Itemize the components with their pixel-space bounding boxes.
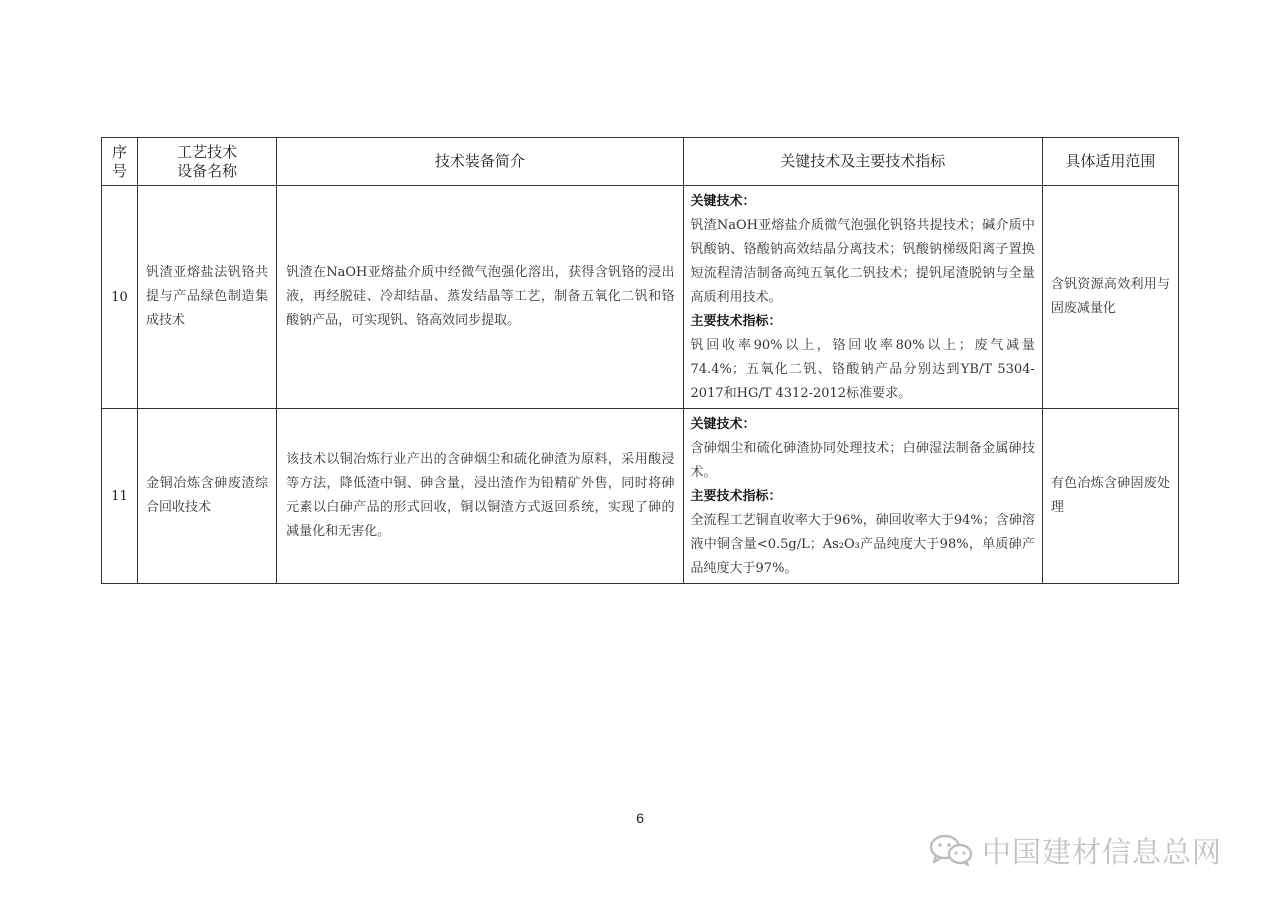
- technology-table: [101, 137, 1179, 584]
- table-row: [102, 186, 1179, 409]
- watermark-text: 中国建材信息总网: [982, 834, 1223, 869]
- wechat-icon: [928, 833, 974, 867]
- header-intro: 技术装备简介: [277, 138, 683, 186]
- page-number: 6: [636, 810, 644, 826]
- row-scope: 有色冶炼含砷固废处理: [1042, 409, 1178, 584]
- main-index-text: 钒回收率90%以上，铬回收率80%以上；废气减量74.4%；五氧化二钒、铬酸钠产品分别达到YB/T 5304-2017和HG/T 4312-2012标准要求。: [690, 338, 1035, 401]
- header-key: 关键技术及主要技术指标: [683, 138, 1042, 186]
- row-name: 金铜冶炼含砷废渣综合回收技术: [138, 409, 277, 584]
- row-scope: 含钒资源高效利用与固废减量化: [1042, 186, 1178, 409]
- key-tech-label: 关键技术：: [690, 194, 756, 209]
- row-seq: 11: [102, 409, 138, 584]
- row-intro: 该技术以铜冶炼行业产出的含砷烟尘和硫化砷渣为原料，采用酸浸等方法，降低渣中铜、砷含量，浸出渣作为铅精矿外售，同时将砷元素以白砷产品的形式回收，铜以铜渣方式返回系统，实现了砷的减量化和无害化。: [277, 409, 683, 584]
- header-scope: 具体适用范围: [1042, 138, 1178, 186]
- row-key-tech: [683, 409, 1042, 584]
- header-seq: 序 号: [102, 138, 138, 186]
- row-intro: 钒渣在NaOH亚熔盐介质中经微气泡强化溶出，获得含钒铬的浸出液，再经脱硅、冷却结晶、蒸发结晶等工艺，制备五氧化二钒和铬酸钠产品，可实现钒、铬高效同步提取。: [277, 186, 683, 409]
- table-header-row: [102, 138, 1179, 186]
- key-tech-text: 钒渣NaOH亚熔盐介质微气泡强化钒铬共提技术；碱介质中钒酸钠、铬酸钠高效结晶分离技术；钒酸钠梯级阳离子置换短流程清洁制备高纯五氧化二钒技术；提钒尾渣脱钠与全量高质利用技术。: [690, 218, 1035, 305]
- main-index-text: 全流程工艺铜直收率大于96%，砷回收率大于94%；含砷溶液中铜含量<0.5g/L；As₂O₃产品纯度大于98%，单质砷产品纯度大于97%。: [690, 513, 1035, 576]
- main-index-label: 主要技术指标：: [690, 314, 782, 329]
- key-tech-text: 含砷烟尘和硫化砷渣协同处理技术；白砷湿法制备金属砷技术。: [690, 441, 1035, 480]
- key-tech-label: 关键技术：: [690, 417, 756, 432]
- header-name: 工艺技术 设备名称: [138, 138, 277, 186]
- row-seq: 10: [102, 186, 138, 409]
- table-row: [102, 409, 1179, 584]
- row-name: 钒渣亚熔盐法钒铬共提与产品绿色制造集成技术: [138, 186, 277, 409]
- watermark: [928, 832, 1222, 868]
- main-index-label: 主要技术指标：: [690, 489, 782, 504]
- row-key-tech: [683, 186, 1042, 409]
